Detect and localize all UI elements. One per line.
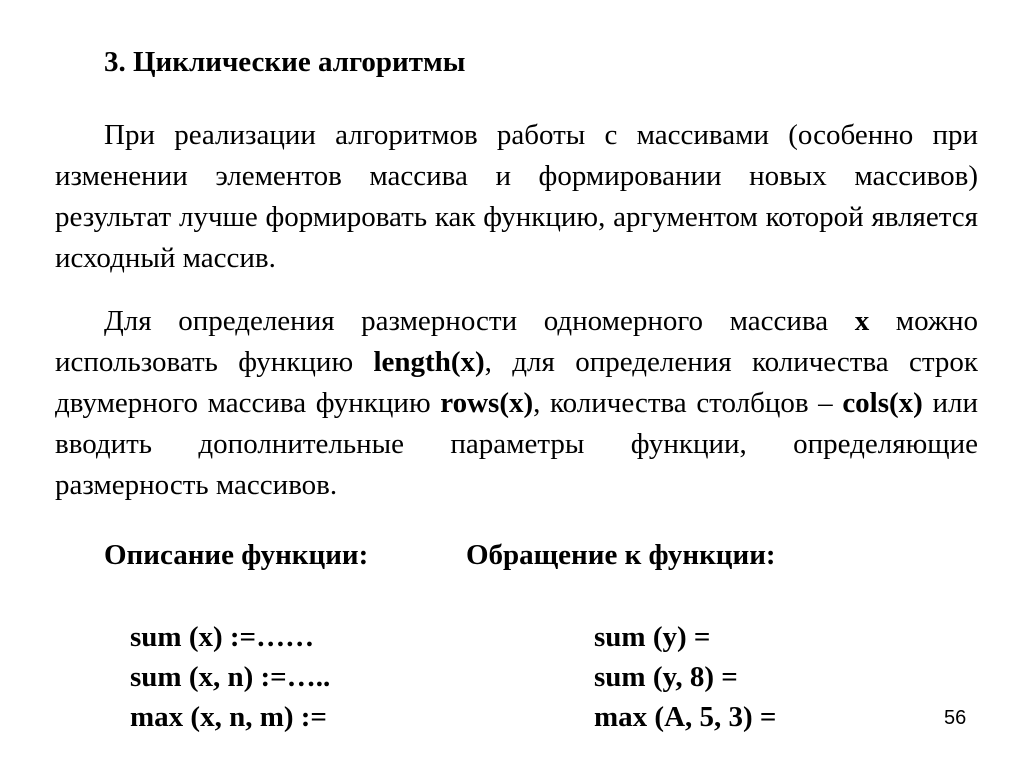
function-call-header: Обращение к функции: — [466, 539, 776, 571]
p2-text-5: или вводить дополнительные параметры функции, определяющие размерность массивов. — [55, 387, 978, 501]
paragraph-arrays-as-functions: При реализации алгоритмов работы с массивами (особенно при изменении элементов массива и формировании новых массивов) результат лучше формировать как функцию, аргументом которой является исходный массив. — [55, 119, 978, 274]
function-description-code — [130, 617, 330, 737]
page-number: 56 — [944, 707, 967, 729]
description-line: sum (x, n) :=….. — [130, 661, 331, 693]
description-line: sum (x) :=…… — [130, 621, 315, 653]
p2-text-1: Для определения размерности одномерного массива — [104, 305, 855, 337]
function-description-header: Описание функции: — [104, 539, 369, 571]
call-line: sum (y) = — [594, 621, 711, 653]
p2-text-4: , количества столбцов – — [533, 387, 843, 419]
p2-text-2: можно использовать функцию — [55, 305, 978, 378]
var-x: x — [854, 305, 870, 337]
func-cols: cols(x) — [842, 387, 923, 419]
call-line: sum (y, 8) = — [594, 661, 738, 693]
slide-heading: 3. Циклические алгоритмы — [104, 46, 466, 78]
function-call-code — [594, 617, 776, 737]
paragraph-array-dimensions — [55, 301, 978, 506]
call-line: max (A, 5, 3) = — [594, 701, 777, 733]
p2-text-3: , для определения количества строк двумерного массива функцию — [55, 346, 978, 419]
description-line: max (x, n, m) := — [130, 701, 327, 733]
func-length: length(x) — [373, 346, 485, 378]
func-rows: rows(x) — [440, 387, 534, 419]
